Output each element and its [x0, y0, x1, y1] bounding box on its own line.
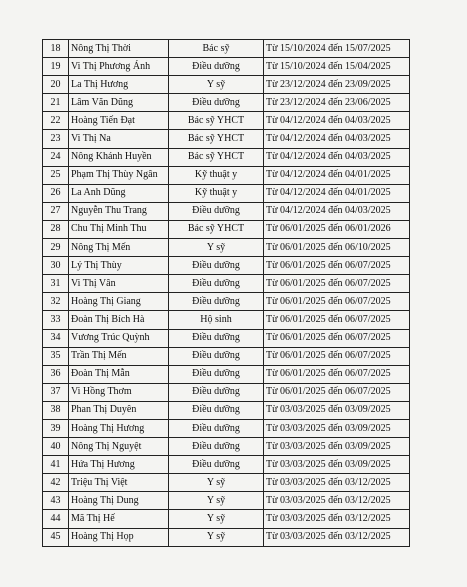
period-cell: Từ 23/12/2024 đến 23/09/2025 [264, 76, 410, 94]
staff-name-cell: Nông Thị Thời [69, 40, 169, 58]
row-number-cell: 44 [43, 510, 69, 528]
period-cell: Từ 04/12/2024 đến 04/01/2025 [264, 166, 410, 184]
row-number-cell: 19 [43, 58, 69, 76]
staff-name-cell: Hứa Thị Hương [69, 456, 169, 474]
row-number-cell: 25 [43, 166, 69, 184]
row-number-cell: 21 [43, 94, 69, 112]
period-cell: Từ 06/01/2025 đến 06/07/2025 [264, 275, 410, 293]
row-number-cell: 42 [43, 474, 69, 492]
staff-table-body [43, 40, 410, 547]
staff-name-cell: Nông Khánh Huyền [69, 148, 169, 166]
table-row [43, 311, 410, 329]
row-number-cell: 29 [43, 239, 69, 257]
period-cell: Từ 04/12/2024 đến 04/03/2025 [264, 148, 410, 166]
staff-role-cell: Hộ sinh [169, 311, 264, 329]
row-number-cell: 22 [43, 112, 69, 130]
staff-name-cell: Chu Thị Minh Thu [69, 220, 169, 238]
staff-role-cell: Kỹ thuật y [169, 184, 264, 202]
table-row [43, 94, 410, 112]
staff-name-cell: Mã Thị Hế [69, 510, 169, 528]
staff-name-cell: Hoàng Thị Dung [69, 492, 169, 510]
period-cell: Từ 03/03/2025 đến 03/09/2025 [264, 401, 410, 419]
period-cell: Từ 23/12/2024 đến 23/06/2025 [264, 94, 410, 112]
staff-role-cell: Điều dưỡng [169, 383, 264, 401]
staff-role-cell: Điều dưỡng [169, 365, 264, 383]
staff-role-cell: Điều dưỡng [169, 438, 264, 456]
period-cell: Từ 06/01/2025 đến 06/07/2025 [264, 347, 410, 365]
table-row [43, 148, 410, 166]
row-number-cell: 32 [43, 293, 69, 311]
row-number-cell: 31 [43, 275, 69, 293]
period-cell: Từ 03/03/2025 đến 03/09/2025 [264, 456, 410, 474]
staff-role-cell: Y sỹ [169, 510, 264, 528]
staff-role-cell: Điều dưỡng [169, 202, 264, 220]
staff-name-cell: Nông Thị Nguyệt [69, 438, 169, 456]
staff-name-cell: Nguyễn Thu Trang [69, 202, 169, 220]
row-number-cell: 34 [43, 329, 69, 347]
staff-name-cell: La Anh Dũng [69, 184, 169, 202]
period-cell: Từ 04/12/2024 đến 04/03/2025 [264, 202, 410, 220]
period-cell: Từ 15/10/2024 đến 15/07/2025 [264, 40, 410, 58]
period-cell: Từ 04/12/2024 đến 04/03/2025 [264, 130, 410, 148]
table-row [43, 347, 410, 365]
staff-role-cell: Bác sỹ YHCT [169, 220, 264, 238]
period-cell: Từ 03/03/2025 đến 03/12/2025 [264, 474, 410, 492]
staff-name-cell: Vi Thị Vân [69, 275, 169, 293]
period-cell: Từ 03/03/2025 đến 03/12/2025 [264, 510, 410, 528]
table-row [43, 275, 410, 293]
row-number-cell: 28 [43, 220, 69, 238]
row-number-cell: 20 [43, 76, 69, 94]
period-cell: Từ 06/01/2025 đến 06/07/2025 [264, 257, 410, 275]
table-row [43, 456, 410, 474]
table-row [43, 419, 410, 437]
table-row [43, 528, 410, 546]
staff-role-cell: Y sỹ [169, 76, 264, 94]
period-cell: Từ 06/01/2025 đến 06/01/2026 [264, 220, 410, 238]
staff-name-cell: Phan Thị Duyên [69, 401, 169, 419]
period-cell: Từ 06/01/2025 đến 06/07/2025 [264, 329, 410, 347]
table-row [43, 401, 410, 419]
period-cell: Từ 03/03/2025 đến 03/12/2025 [264, 492, 410, 510]
period-cell: Từ 06/01/2025 đến 06/07/2025 [264, 311, 410, 329]
row-number-cell: 30 [43, 257, 69, 275]
staff-name-cell: Phạm Thị Thùy Ngân [69, 166, 169, 184]
table-row [43, 166, 410, 184]
staff-name-cell: Trần Thị Mến [69, 347, 169, 365]
row-number-cell: 36 [43, 365, 69, 383]
table-row [43, 257, 410, 275]
staff-name-cell: Hoàng Thị Hương [69, 419, 169, 437]
period-cell: Từ 03/03/2025 đến 03/09/2025 [264, 419, 410, 437]
period-cell: Từ 15/10/2024 đến 15/04/2025 [264, 58, 410, 76]
table-row [43, 40, 410, 58]
staff-role-cell: Y sỹ [169, 528, 264, 546]
staff-table [42, 39, 410, 547]
table-row [43, 112, 410, 130]
staff-role-cell: Điều dưỡng [169, 94, 264, 112]
staff-role-cell: Bác sỹ YHCT [169, 112, 264, 130]
row-number-cell: 27 [43, 202, 69, 220]
period-cell: Từ 06/01/2025 đến 06/10/2025 [264, 239, 410, 257]
staff-role-cell: Điều dưỡng [169, 329, 264, 347]
staff-role-cell: Điều dưỡng [169, 257, 264, 275]
row-number-cell: 33 [43, 311, 69, 329]
table-row [43, 365, 410, 383]
staff-name-cell: Triệu Thị Việt [69, 474, 169, 492]
table-row [43, 76, 410, 94]
row-number-cell: 18 [43, 40, 69, 58]
staff-name-cell: Hoàng Thị Họp [69, 528, 169, 546]
staff-role-cell: Y sỹ [169, 239, 264, 257]
table-row [43, 492, 410, 510]
row-number-cell: 41 [43, 456, 69, 474]
staff-role-cell: Bác sỹ [169, 40, 264, 58]
table-row [43, 202, 410, 220]
table-row [43, 293, 410, 311]
staff-role-cell: Kỹ thuật y [169, 166, 264, 184]
row-number-cell: 24 [43, 148, 69, 166]
staff-role-cell: Điều dưỡng [169, 456, 264, 474]
row-number-cell: 35 [43, 347, 69, 365]
row-number-cell: 38 [43, 401, 69, 419]
staff-role-cell: Điều dưỡng [169, 347, 264, 365]
table-row [43, 58, 410, 76]
staff-role-cell: Điều dưỡng [169, 293, 264, 311]
table-row [43, 220, 410, 238]
row-number-cell: 40 [43, 438, 69, 456]
staff-role-cell: Điều dưỡng [169, 401, 264, 419]
staff-name-cell: Lý Thị Thùy [69, 257, 169, 275]
staff-role-cell: Điều dưỡng [169, 58, 264, 76]
row-number-cell: 37 [43, 383, 69, 401]
staff-name-cell: Đoàn Thị Mẫn [69, 365, 169, 383]
staff-role-cell: Y sỹ [169, 474, 264, 492]
table-row [43, 130, 410, 148]
period-cell: Từ 04/12/2024 đến 04/03/2025 [264, 112, 410, 130]
period-cell: Từ 04/12/2024 đến 04/01/2025 [264, 184, 410, 202]
row-number-cell: 45 [43, 528, 69, 546]
staff-name-cell: Vi Thị Na [69, 130, 169, 148]
table-row [43, 239, 410, 257]
staff-name-cell: Vi Thị Phương Ánh [69, 58, 169, 76]
staff-name-cell: Đoàn Thị Bích Hà [69, 311, 169, 329]
table-row [43, 474, 410, 492]
period-cell: Từ 06/01/2025 đến 06/07/2025 [264, 365, 410, 383]
staff-role-cell: Bác sỹ YHCT [169, 148, 264, 166]
period-cell: Từ 06/01/2025 đến 06/07/2025 [264, 293, 410, 311]
staff-name-cell: Vi Hồng Thơm [69, 383, 169, 401]
staff-name-cell: Lâm Văn Dũng [69, 94, 169, 112]
table-row [43, 510, 410, 528]
staff-name-cell: Vương Trúc Quỳnh [69, 329, 169, 347]
staff-role-cell: Bác sỹ YHCT [169, 130, 264, 148]
staff-name-cell: Hoàng Thị Giang [69, 293, 169, 311]
table-row [43, 329, 410, 347]
staff-role-cell: Điều dưỡng [169, 275, 264, 293]
staff-name-cell: La Thị Hương [69, 76, 169, 94]
period-cell: Từ 03/03/2025 đến 03/09/2025 [264, 438, 410, 456]
period-cell: Từ 03/03/2025 đến 03/12/2025 [264, 528, 410, 546]
row-number-cell: 26 [43, 184, 69, 202]
row-number-cell: 43 [43, 492, 69, 510]
staff-name-cell: Nông Thị Mến [69, 239, 169, 257]
table-row [43, 383, 410, 401]
table-row [43, 184, 410, 202]
staff-name-cell: Hoàng Tiến Đạt [69, 112, 169, 130]
staff-role-cell: Y sỹ [169, 492, 264, 510]
row-number-cell: 23 [43, 130, 69, 148]
staff-role-cell: Điều dưỡng [169, 419, 264, 437]
table-row [43, 438, 410, 456]
row-number-cell: 39 [43, 419, 69, 437]
period-cell: Từ 06/01/2025 đến 06/07/2025 [264, 383, 410, 401]
